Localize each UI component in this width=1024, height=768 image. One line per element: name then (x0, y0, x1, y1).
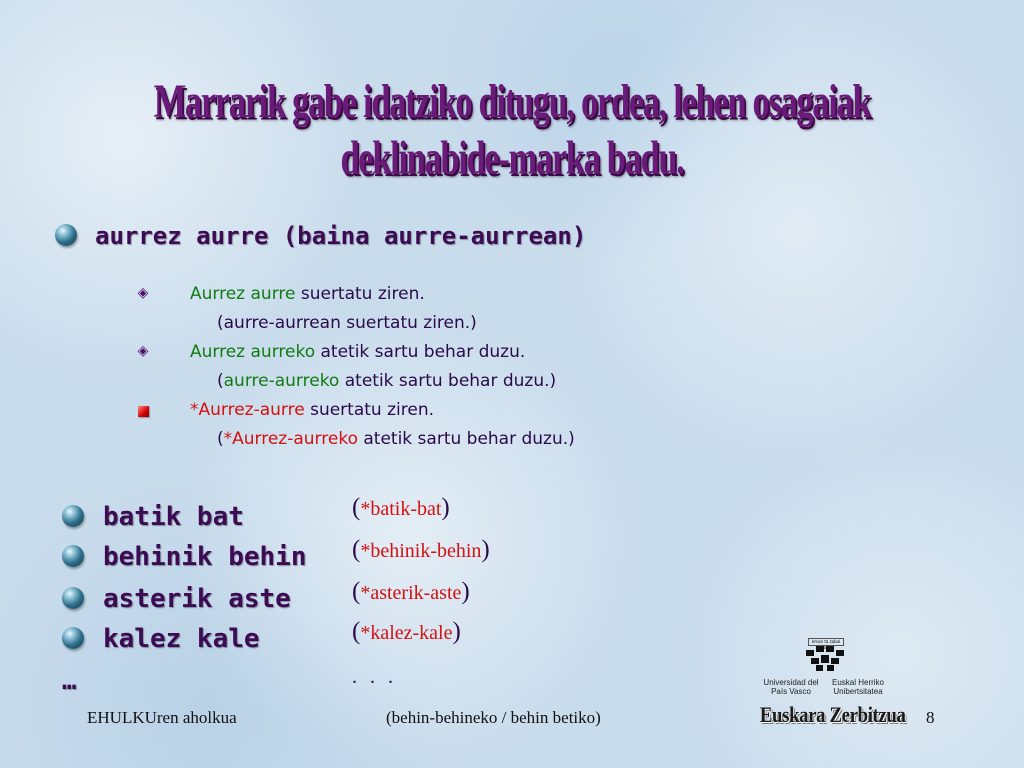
term-wrong-text: *behinik-behin (360, 540, 482, 562)
footer-left: EHULKUren aholkua (87, 708, 237, 727)
example-rest: suertatu ziren. (295, 284, 425, 304)
example-phrase: Aurrez aurre (190, 284, 296, 304)
bullet-ball-icon (55, 224, 77, 246)
term-wrong-text: *batik-bat (360, 498, 442, 520)
term-wrong-form: (*behinik-behin) (352, 536, 490, 563)
diamond-bullet-icon: ◈ (137, 285, 149, 301)
service-name: Euskara Zerbitzua (759, 702, 906, 727)
logo-name-es: Universidad del País Vasco (763, 678, 819, 696)
example-wrong-phrase: *Aurrez-aurre (190, 400, 305, 420)
example-line (217, 370, 556, 392)
page-number: 8 (926, 708, 935, 727)
university-logo (758, 638, 890, 700)
ellipsis-left: … (62, 667, 77, 695)
example-rest: (aurre-aurrean suertatu ziren.) (217, 313, 477, 333)
term-wrong-text: *kalez-kale (360, 622, 453, 644)
example-line (217, 312, 477, 334)
bullet-ball-icon (62, 627, 84, 649)
example-line (190, 341, 525, 363)
term-wrong-form: (*asterik-aste) (352, 578, 470, 605)
slide-title: Marrarik gabe idatziko ditugu, ordea, lehen osagaiak deklinabide-marka badu. (153, 74, 871, 185)
red-square-bullet-icon (138, 406, 149, 417)
bullet-ball-icon (62, 587, 84, 609)
term-item: asterik aste (103, 584, 291, 614)
diamond-bullet-icon: ◈ (137, 343, 149, 359)
bullet-ball-icon (62, 545, 84, 567)
term-wrong-form: (*batik-bat) (352, 494, 450, 521)
example-line (190, 399, 434, 421)
example-rest: suertatu ziren. (304, 400, 434, 420)
example-paren: ( (217, 371, 224, 391)
ellipsis-right: . . . (352, 666, 397, 688)
term-item: behinik behin (103, 542, 307, 572)
university-emblem-icon (804, 646, 846, 672)
logo-motto: eman ta zabal (808, 638, 844, 646)
logo-name-eu: Euskal Herriko Unibertsitatea (831, 678, 884, 696)
term-item: batik bat (103, 502, 244, 532)
footer-center: (behin-behineko / behin betiko) (386, 708, 601, 727)
example-phrase: Aurrez aurreko (190, 342, 316, 362)
example-line (190, 283, 425, 305)
example-paren: ( (217, 429, 224, 449)
term-item: kalez kale (103, 624, 260, 654)
example-phrase: aurre-aurreko (223, 371, 340, 391)
example-rest: atetik sartu behar duzu. (315, 342, 526, 362)
term-wrong-form: (*kalez-kale) (352, 618, 461, 645)
example-line (217, 428, 575, 450)
bullet-ball-icon (62, 505, 84, 527)
section-heading: aurrez aurre (baina aurre-aurrean) (95, 222, 587, 250)
term-wrong-text: *asterik-aste (360, 582, 462, 604)
example-wrong-phrase: *Aurrez-aurreko (223, 429, 358, 449)
example-rest: atetik sartu behar duzu.) (357, 429, 575, 449)
example-rest: atetik sartu behar duzu.) (339, 371, 557, 391)
